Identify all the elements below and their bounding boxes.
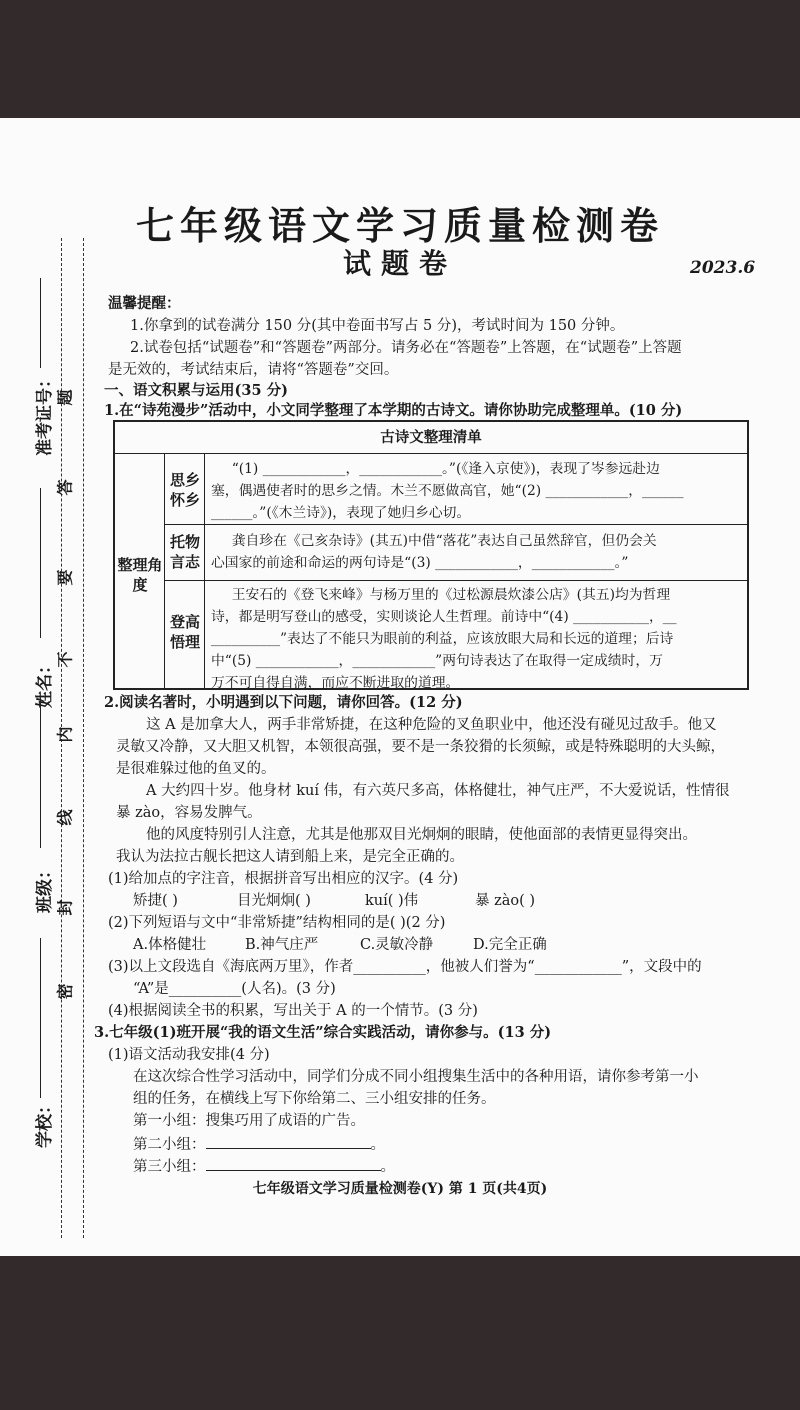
exam-date: 2023.6 — [690, 258, 756, 278]
sub-question-3-line2: “A”是__________(人名)。(3 分) — [133, 981, 336, 997]
sub-question-4: (4)根据阅读全书的积累，写出关于 A 的一个情节。(3 分) — [108, 1003, 478, 1019]
question-1-prompt: 1.在“诗苑漫步”活动中，小文同学整理了本学期的古诗文。请你协助完成整理单。(10 分) — [104, 402, 683, 419]
sub-question-2: (2)下列短语与文中“非常矫捷”结构相同的是( )(2 分) — [108, 915, 446, 931]
group-1-task: 第一小组：搜集巧用了成语的广告。 — [133, 1113, 365, 1129]
school-label: 学校： — [35, 1097, 55, 1148]
table-row-label: 思乡怀乡 — [169, 471, 200, 509]
pinyin-item[interactable]: 矫捷( ) — [133, 893, 178, 909]
top-dark-bar — [0, 0, 800, 118]
group-2-label: 第二小组： — [133, 1137, 206, 1153]
poetry-table — [113, 420, 749, 690]
cell-line: 诗，都是明写登山的感受，实则谈论人生哲理。前诗中“(4) ___________，__ — [211, 609, 677, 625]
class-field[interactable] — [40, 698, 41, 848]
table-group-label: 整理角度 — [117, 556, 163, 594]
exam-id-field[interactable] — [40, 278, 41, 368]
exam-page — [0, 118, 800, 1256]
option-c[interactable]: C.灵敏冷静 — [360, 937, 434, 953]
seal-char: 线 — [55, 809, 75, 826]
q3-sub-1: (1)语文活动我安排(4 分) — [108, 1047, 270, 1063]
sub-question-3-line1: (3)以上文段选自《海底两万里》，作者__________，他被人们誉为“____________”，文段中的 — [108, 959, 702, 975]
cell-line: __________”表达了不能只为眼前的利益，应该放眼大局和长远的道理；后诗 — [211, 631, 674, 647]
group-3-answer-line[interactable] — [206, 1156, 381, 1171]
binding-dash-line-outer — [83, 238, 84, 1238]
page-footer: 七年级语文学习质量检测卷(Y) 第 1 页(共4页) — [252, 1181, 548, 1197]
cell-line: 塞，偶遇使者时的思乡之情。木兰不愿做高官，她“(2) ____________，______ — [211, 483, 684, 499]
bottom-dark-bar — [0, 1256, 800, 1410]
cell-line: 心国家的前途和命运的两句诗是“(3) ____________，____________。” — [211, 555, 629, 571]
q3-body: 组的任务，在横线上写下你给第二、三小组安排的任务。 — [133, 1091, 496, 1107]
table-cell — [211, 458, 741, 524]
table-cell — [211, 584, 741, 694]
table-row-label: 登高悟理 — [169, 613, 200, 651]
name-field[interactable] — [40, 488, 41, 638]
cell-line: 万不可自得自满，而应不断进取的道理。 — [211, 675, 460, 691]
passage-line: 我认为法拉古舰长把这人请到船上来，是完全正确的。 — [116, 849, 464, 865]
passage-line: 这 A 是加拿大人，两手非常矫捷，在这种危险的叉鱼职业中，他还没有碰见过敌手。他又 — [146, 717, 717, 733]
seal-char: 封 — [55, 899, 75, 916]
table-title: 古诗文整理清单 — [115, 422, 747, 454]
group-2-answer-line[interactable] — [206, 1134, 371, 1149]
option-d[interactable]: D.完全正确 — [473, 937, 547, 953]
q3-body: 在这次综合性学习活动中，同学们分成不同小组搜集生活中的各种用语，请你参考第一小 — [133, 1069, 699, 1085]
section-heading: 一、语文积累与运用(35 分) — [104, 382, 288, 399]
cell-line: 王安石的《登飞来峰》与杨万里的《过松源晨炊漆公店》(其五)均为哲理 — [231, 587, 671, 603]
pinyin-item[interactable]: kuí( )伟 — [365, 893, 419, 909]
seal-char: 密 — [55, 983, 75, 1000]
question-3-prompt: 3.七年级(1)班开展“我的语文生活”综合实践活动，请你参与。(13 分) — [94, 1024, 552, 1041]
passage-line: 是很难躲过他的鱼叉的。 — [116, 761, 276, 777]
table-row-label: 托物言志 — [169, 533, 200, 571]
table-cell — [211, 530, 741, 574]
cell-line: 龚自珍在《己亥杂诗》(其五)中借“落花”表达自己虽然辞官，但仍会关 — [231, 533, 657, 549]
sub-question-1: (1)给加点的字注音，根据拼音写出相应的汉字。(4 分) — [108, 871, 459, 887]
passage-line: 他的风度特别引人注意，尤其是他那双目光炯炯的眼睛，使他面部的表情更显得突出。 — [146, 827, 697, 843]
exam-id-label: 准考证号： — [35, 371, 55, 456]
seal-char: 答 — [55, 479, 75, 496]
seal-char: 不 — [55, 651, 75, 668]
passage-line: 灵敏又冷静，又大胆又机智，本领很高强，要不是一条狡猾的长须鲸，或是特殊聪明的大头鲸， — [116, 739, 725, 755]
exam-title: 七年级语文学习质量检测卷 — [135, 203, 664, 248]
seal-char: 要 — [55, 569, 75, 586]
pinyin-item[interactable]: 暴 zào( ) — [475, 893, 536, 909]
passage-line: 暴 zào，容易发脾气。 — [116, 805, 262, 821]
group-3-label: 第三小组： — [133, 1159, 206, 1175]
notice-item: 是无效的，考试结束后，请将“答题卷”交回。 — [108, 362, 399, 378]
school-field[interactable] — [40, 938, 41, 1098]
option-a[interactable]: A.体格健壮 — [133, 937, 207, 953]
option-b[interactable]: B.神气庄严 — [245, 937, 319, 953]
group-2-task: 第二小组： 。 — [133, 1134, 385, 1154]
group-3-task: 第三小组： 。 — [133, 1156, 395, 1176]
cell-line: “(1) ____________，____________。”(《逢入京使》)，表现了岑参远赴边 — [231, 461, 660, 477]
pinyin-item[interactable]: 目光炯炯( ) — [237, 893, 311, 909]
cell-line: ______。”(《木兰诗》)，表现了她归乡心切。 — [211, 505, 471, 521]
notice-item: 2.试卷包括“试题卷”和“答题卷”两部分。请务必在“答题卷”上答题，在“试题卷”上答题 — [130, 340, 682, 356]
notice-item: 1.你拿到的试卷满分 150 分(其中卷面书写占 5 分)，考试时间为 150 分钟。 — [130, 318, 625, 334]
seal-char: 内 — [55, 726, 75, 743]
exam-subtitle: 试题卷 — [342, 247, 457, 280]
class-label: 班级： — [35, 862, 55, 913]
seal-char: 题 — [55, 389, 75, 406]
notice-heading: 温馨提醒： — [108, 295, 181, 312]
question-2-prompt: 2.阅读名著时，小明遇到以下问题，请你回答。(12 分) — [104, 694, 463, 711]
cell-line: 中“(5) ____________，____________”两句诗表达了在取得一定成绩时，万 — [211, 653, 663, 669]
name-label: 姓名： — [35, 657, 55, 708]
passage-line: A 大约四十岁。他身材 kuí 伟，有六英尺多高，体格健壮，神气庄严，不大爱说话，性情很 — [146, 783, 730, 799]
